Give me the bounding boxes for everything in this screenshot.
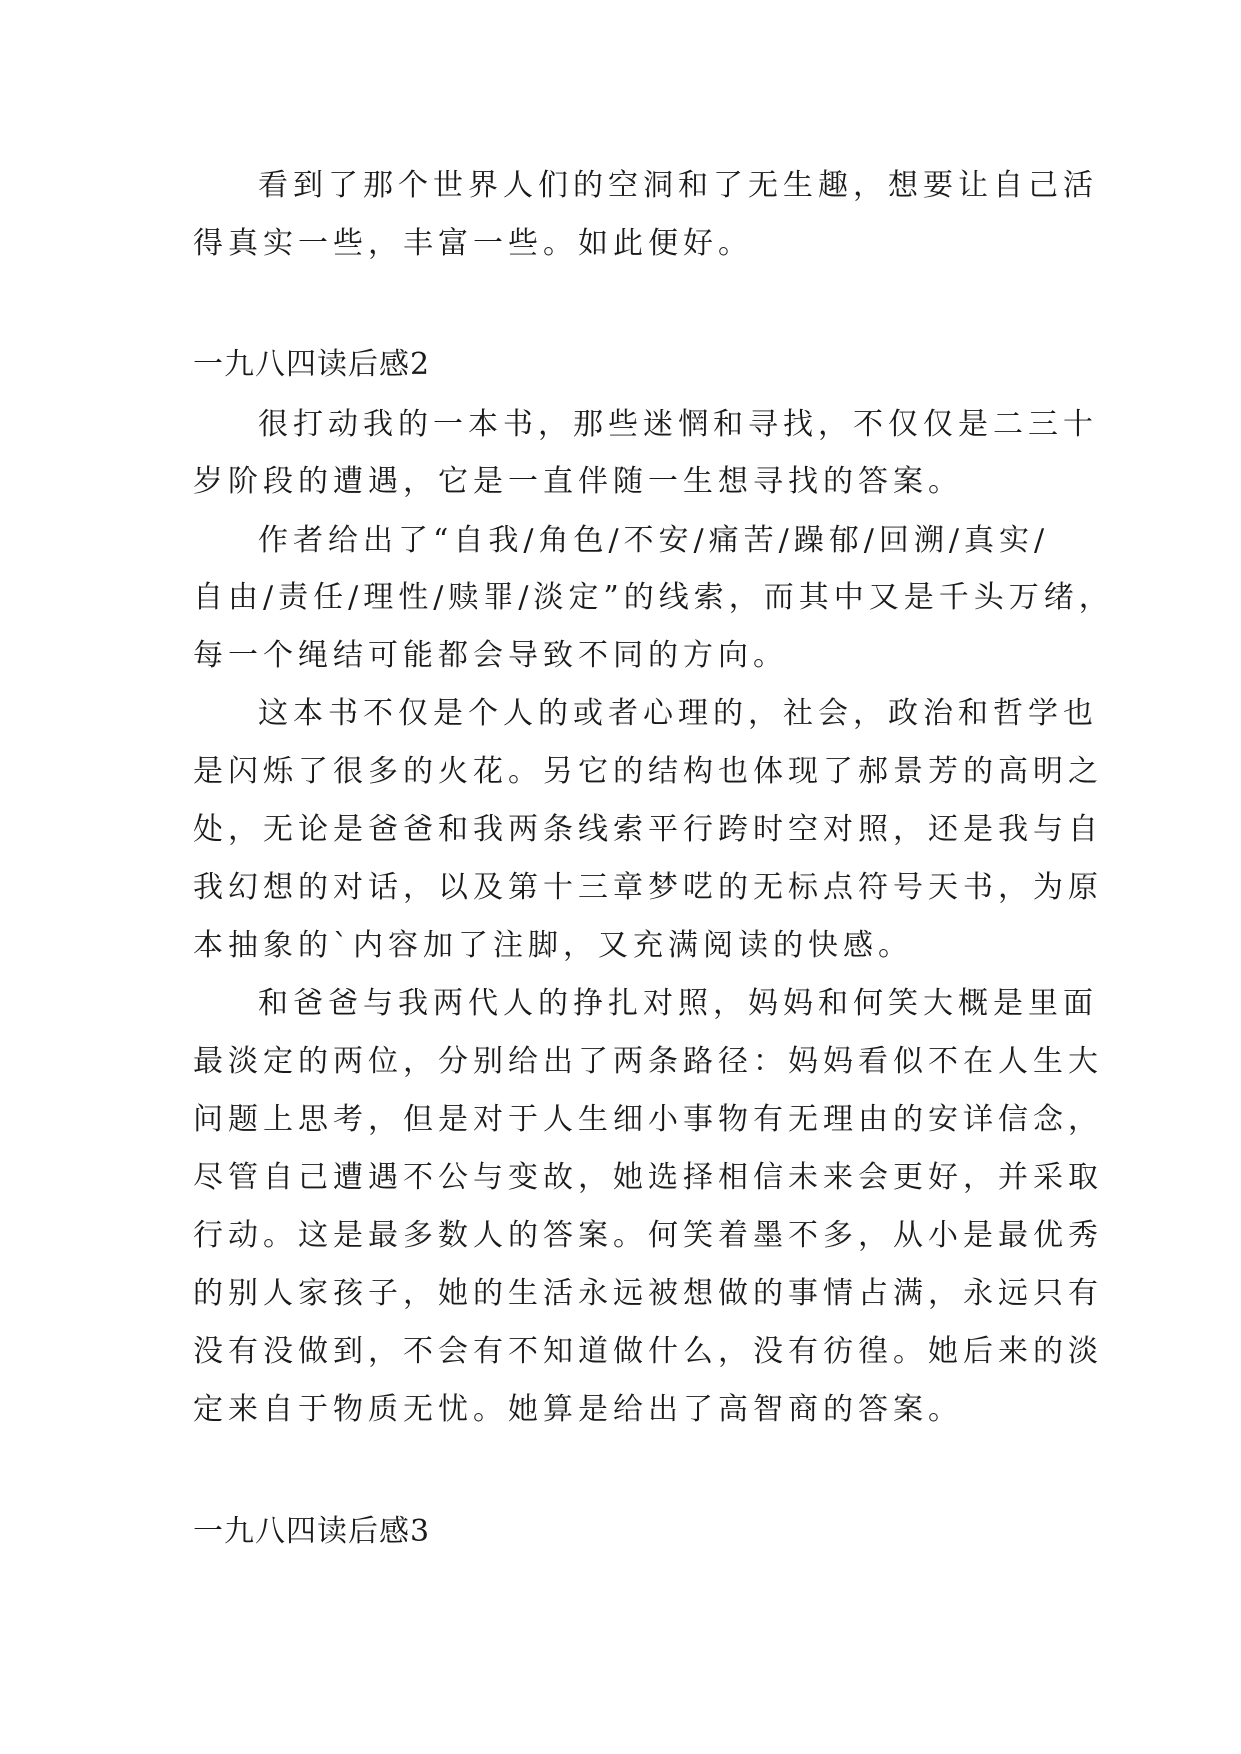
text-line: 岁阶段的遭遇，它是一直伴随一生想寻找的答案。 — [193, 464, 963, 499]
text-line: 这本书不仅是个人的或者心理的，社会，政治和哲学也 — [258, 696, 1098, 731]
text-line: 看到了那个世界人们的空洞和了无生趣，想要让自己活 — [258, 168, 1098, 203]
text-line: 和爸爸与我两代人的挣扎对照，妈妈和何笑大概是里面 — [258, 986, 1098, 1021]
text-line: 行动。这是最多数人的答案。何笑着墨不多，从小是最优秀 — [193, 1218, 1103, 1253]
text-line: 本抽象的`内容加了注脚，又充满阅读的快感。 — [193, 928, 913, 963]
text-line: 问题上思考，但是对于人生细小事物有无理由的安详信念， — [193, 1102, 1103, 1137]
text-line: 定来自于物质无忧。她算是给出了高智商的答案。 — [193, 1392, 963, 1427]
text-line: 很打动我的一本书，那些迷惘和寻找，不仅仅是二三十 — [258, 407, 1098, 442]
text-line: 没有没做到，不会有不知道做什么，没有彷徨。她后来的淡 — [193, 1334, 1103, 1369]
text-line: 处，无论是爸爸和我两条线索平行跨时空对照，还是我与自 — [193, 812, 1103, 847]
text-line: 得真实一些，丰富一些。如此便好。 — [193, 226, 753, 261]
section-heading: 一九八四读后感3 — [193, 1514, 431, 1549]
section-heading: 一九八四读后感2 — [193, 347, 431, 382]
text-line: 我幻想的对话，以及第十三章梦呓的无标点符号天书，为原 — [193, 870, 1103, 905]
text-line: 的别人家孩子，她的生活永远被想做的事情占满，永远只有 — [193, 1276, 1103, 1311]
text-line: 作者给出了“自我/角色/不安/痛苦/躁郁/回溯/真实/ — [258, 523, 1050, 558]
text-line: 是闪烁了很多的火花。另它的结构也体现了郝景芳的高明之 — [193, 754, 1103, 789]
text-line: 自由/责任/理性/赎罪/淡定”的线索，而其中又是千头万绪， — [193, 580, 1114, 615]
text-line: 尽管自己遭遇不公与变故，她选择相信未来会更好，并采取 — [193, 1160, 1103, 1195]
text-line: 最淡定的两位，分别给出了两条路径：妈妈看似不在人生大 — [193, 1044, 1103, 1079]
text-line: 每一个绳结可能都会导致不同的方向。 — [193, 638, 788, 673]
